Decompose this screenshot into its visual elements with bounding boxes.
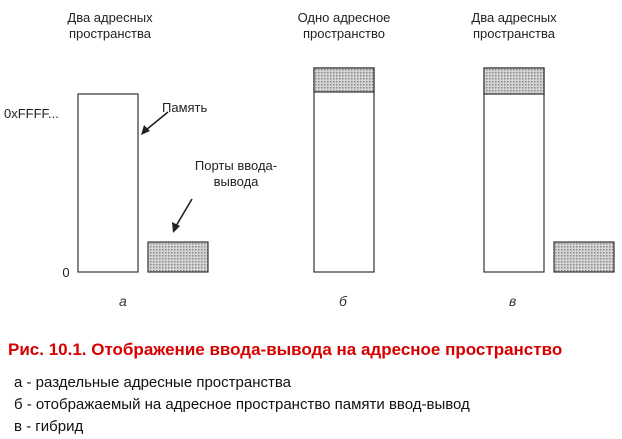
memory-label: Память <box>162 100 208 115</box>
address-low-label: 0 <box>62 265 70 280</box>
panel-b-sublabel: б <box>339 293 347 309</box>
legend-item-a: а - раздельные адресные пространства <box>14 374 291 391</box>
address-high-label: 0xFFFF... <box>4 106 59 121</box>
panel-c-sublabel: в <box>509 293 517 309</box>
panel-a-sublabel: а <box>119 293 127 309</box>
io-ports-block-c <box>554 242 614 272</box>
memory-block-a <box>78 94 138 272</box>
memory-arrowhead <box>141 125 150 135</box>
legend-item-b: б - отображаемый на адресное пространство памяти ввод-вывод <box>14 396 470 413</box>
memory-block-b <box>314 68 374 272</box>
ports-arrowhead <box>172 222 180 233</box>
panel-c-title: Два адресных пространства <box>471 10 557 41</box>
figure-caption: Рис. 10.1. Отображение ввода-вывода на адресное пространство <box>8 340 563 359</box>
io-region-c <box>484 68 544 94</box>
io-region-b <box>314 68 374 92</box>
panel-a-title: Два адресных пространства <box>67 10 153 41</box>
legend-item-c: в - гибрид <box>14 418 84 435</box>
io-ports-block-a <box>148 242 208 272</box>
ports-arrow <box>176 199 192 226</box>
memory-block-c <box>484 68 544 272</box>
panel-b-title: Одно адресное пространство <box>297 10 391 41</box>
io-ports-label: Порты ввода-вывода <box>194 158 278 189</box>
